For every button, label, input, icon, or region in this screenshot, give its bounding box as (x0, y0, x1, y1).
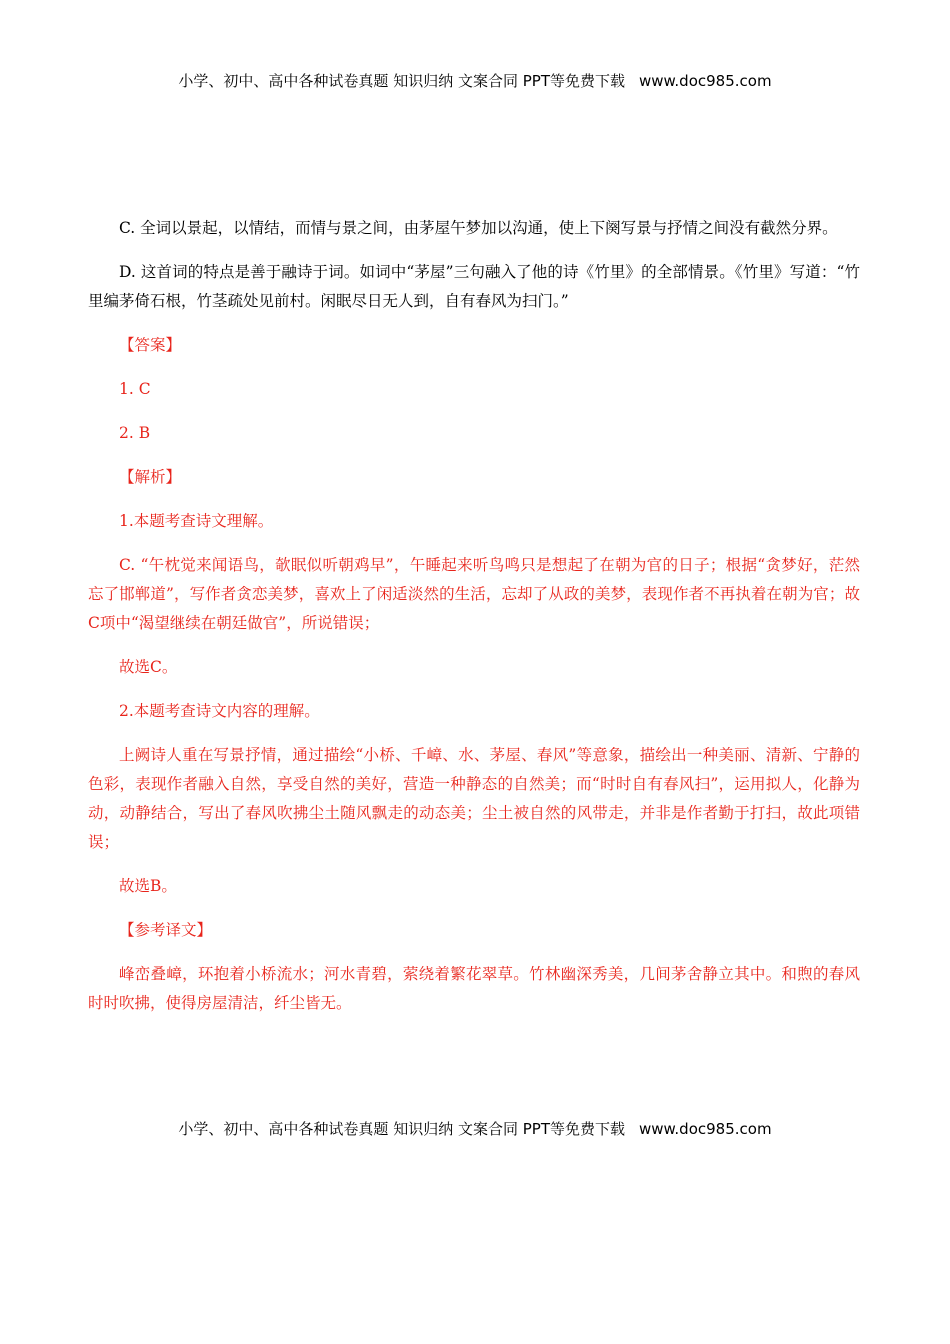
answer-heading: 【答案】 (119, 336, 182, 354)
page-footer (0, 1118, 950, 1139)
header-text: 小学、初中、高中各种试卷真题 知识归纳 文案合同 PPT等免费下载 (178, 72, 625, 90)
answer-item-1: 1. C (119, 380, 151, 398)
translation-heading: 【参考译文】 (119, 921, 213, 939)
analysis-q1-detail: C. “午枕觉来闻语鸟，欹眠似听朝鸡早”，午睡起来听鸟鸣只是想起了在朝为官的日子；根据“贪梦好，茫然忘了邯郸道”，写作者贪恋美梦，喜欢上了闲适淡然的生活，忘却了从政的美梦，表现作者不再执着在朝为官；故C项中“渴望继续在朝廷做官”，所说错误； (88, 556, 860, 632)
analysis-q2-intro: 2.本题考查诗文内容的理解。 (119, 702, 320, 720)
analysis-q2-detail: 上阙诗人重在写景抒情，通过描绘“小桥、千嶂、水、茅屋、春风”等意象，描绘出一种美丽、清新、宁静的色彩，表现作者融入自然，享受自然的美好，营造一种静态的自然美；而“时时自有春风扫”，运用拟人，化静为动，动静结合，写出了春风吹拂尘土随风飘走的动态美；尘土被自然的风带走，并非是作者勤于打扫，故此项错误； (88, 746, 860, 851)
document-body (88, 214, 860, 1033)
analysis-q2-choice: 故选B。 (119, 877, 177, 895)
analysis-heading: 【解析】 (119, 468, 182, 486)
analysis-q1-choice: 故选C。 (119, 658, 178, 676)
footer-url-link[interactable]: www.doc985.com (638, 1120, 772, 1138)
footer-text: 小学、初中、高中各种试卷真题 知识归纳 文案合同 PPT等免费下载 (178, 1120, 625, 1138)
analysis-q1-intro: 1.本题考查诗文理解。 (119, 512, 274, 530)
option-c: C. 全词以景起，以情结，而情与景之间，由茅屋午梦加以沟通，使上下阕写景与抒情之间没有截然分界。 (119, 219, 838, 237)
translation-text: 峰峦叠嶂，环抱着小桥流水；河水青碧，萦绕着繁花翠草。竹林幽深秀美，几间茅舍静立其中。和煦的春风时时吹拂，使得房屋清洁，纤尘皆无。 (88, 965, 860, 1012)
header-url-link[interactable]: www.doc985.com (638, 72, 772, 90)
option-d: D. 这首词的特点是善于融诗于词。如词中“茅屋”三句融入了他的诗《竹里》的全部情景。《竹里》写道：“竹里编茅倚石根，竹茎疏处见前村。闲眠尽日无人到，自有春风为扫门。” (88, 263, 860, 310)
answer-item-2: 2. B (119, 424, 151, 442)
page-header (0, 70, 950, 91)
